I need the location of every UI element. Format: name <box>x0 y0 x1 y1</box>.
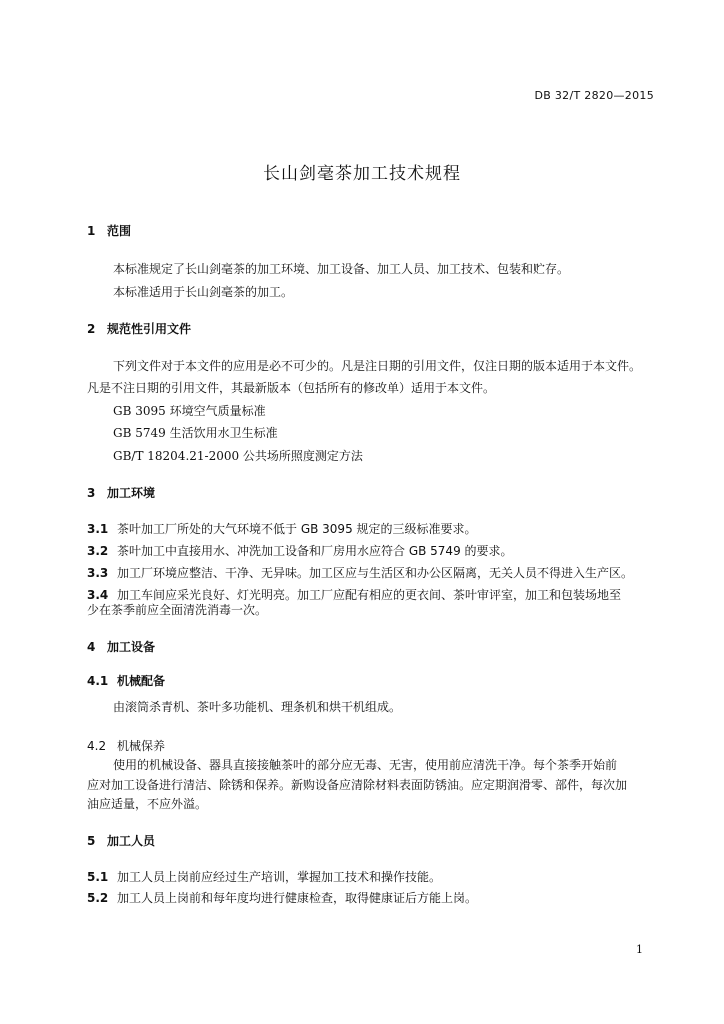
section-title: 加工设备 <box>107 640 156 654</box>
section-number: 2 <box>87 322 96 336</box>
clause-number: 5.2 <box>87 891 109 905</box>
paragraph: 由滚筒杀青机、茶叶多功能机、理条机和烘干机组成。 <box>113 700 402 714</box>
paragraph: 应对加工设备进行清洁、除锈和保养。新购设备应清除材料表面防锈油。应定期润滑零、部件，每次加 <box>87 778 628 792</box>
paragraph: 凡是不注日期的引用文件，其最新版本（包括所有的修改单）适用于本文件。 <box>87 381 496 395</box>
paragraph: 下列文件对于本文件的应用是必不可少的。凡是注日期的引用文件，仅注日期的版本适用于本文件。 <box>113 359 642 373</box>
reference-item: GB 3095 环境空气质量标准 <box>113 404 266 418</box>
section-number: 3 <box>87 486 96 500</box>
clause <box>87 542 513 559</box>
paragraph: 油应适量，不应外溢。 <box>87 797 208 811</box>
page-number: 1 <box>636 943 643 956</box>
clause <box>87 564 633 581</box>
clause-number: 3.4 <box>87 588 109 602</box>
section-heading-2 <box>87 320 191 337</box>
section-heading-1 <box>87 222 131 239</box>
section-number: 5 <box>87 834 96 848</box>
document-title: 长山剑毫茶加工技术规程 <box>263 164 461 184</box>
clause <box>87 889 477 906</box>
clause-continuation: 少在茶季前应全面清洗消毒一次。 <box>87 603 268 617</box>
clause-text: 加工人员上岗前和每年度均进行健康检查，取得健康证后方能上岗。 <box>117 891 478 905</box>
section-heading-4 <box>87 638 155 655</box>
section-number: 1 <box>87 224 96 238</box>
clause <box>87 520 477 537</box>
clause-text: 茶叶加工厂所处的大气环境不低于 GB 3095 规定的三级标准要求。 <box>117 522 477 536</box>
subsection-title: 机械配备 <box>117 674 166 688</box>
reference-item: GB 5749 生活饮用水卫生标准 <box>113 426 278 440</box>
clause-number: 4.1 <box>87 674 109 688</box>
clause-number: 4.2 <box>87 739 107 753</box>
subsection-heading-4-1 <box>87 672 165 689</box>
paragraph: 本标准规定了长山剑毫茶的加工环境、加工设备、加工人员、加工技术、包装和贮存。 <box>113 262 570 276</box>
section-heading-5 <box>87 832 155 849</box>
clause-text: 加工车间应采光良好、灯光明亮。加工厂应配有相应的更衣间、茶叶审评室，加工和包装场地至 <box>117 588 622 602</box>
clause-text: 加工厂环境应整洁、干净、无异味。加工区应与生活区和办公区隔离，无关人员不得进入生产区。 <box>117 566 634 580</box>
clause-number: 5.1 <box>87 870 109 884</box>
subsection-title: 机械保养 <box>117 739 166 753</box>
paragraph: 使用的机械设备、器具直接接触茶叶的部分应无毒、无害，使用前应清洗干净。每个茶季开始前 <box>113 758 618 772</box>
paragraph: 本标准适用于长山剑毫茶的加工。 <box>113 285 294 299</box>
section-heading-3 <box>87 484 155 501</box>
standard-number: DB 32/T 2820—2015 <box>534 89 654 102</box>
clause-number: 3.1 <box>87 522 109 536</box>
clause <box>87 868 441 885</box>
section-title: 加工人员 <box>107 834 156 848</box>
reference-item: GB/T 18204.21-2000 公共场所照度测定方法 <box>113 449 363 463</box>
clause-number: 3.2 <box>87 544 109 558</box>
clause-text: 茶叶加工中直接用水、冲洗加工设备和厂房用水应符合 GB 5749 的要求。 <box>117 544 513 558</box>
section-title: 加工环境 <box>107 486 156 500</box>
section-title: 范围 <box>107 224 132 238</box>
section-title: 规范性引用文件 <box>107 322 192 336</box>
clause-text: 加工人员上岗前应经过生产培训，掌握加工技术和操作技能。 <box>117 870 442 884</box>
clause-number: 3.3 <box>87 566 109 580</box>
subsection-heading-4-2 <box>87 737 165 754</box>
section-number: 4 <box>87 640 96 654</box>
